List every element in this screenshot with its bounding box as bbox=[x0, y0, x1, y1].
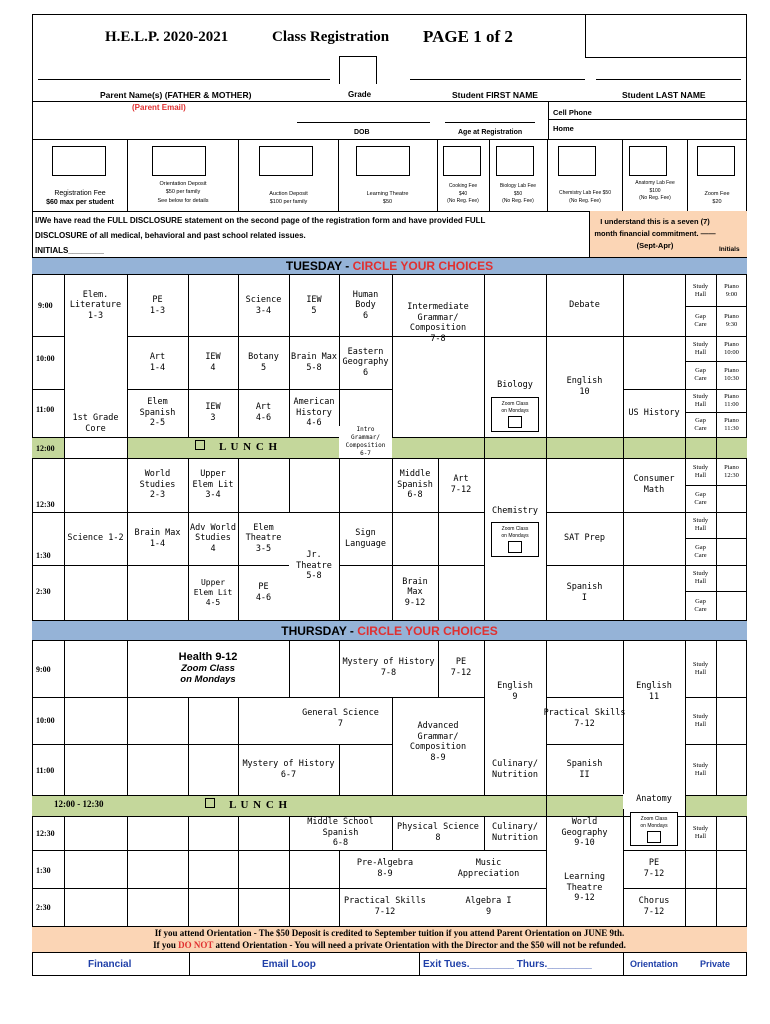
class-iew-4[interactable]: IEW 4 bbox=[205, 351, 221, 373]
class-physical-science[interactable]: Physical Science 8 bbox=[397, 822, 479, 843]
anatomy-fee-label: Anatomy Lab Fee $100 (No Reg. Fee) bbox=[635, 180, 675, 201]
class-upper-elem-lit-4-5[interactable]: Upper Elem Lit 4-5 bbox=[193, 577, 233, 607]
tue-side-left-3[interactable]: Gap Care bbox=[694, 367, 707, 382]
class-science-1-2[interactable]: Science 1-2 bbox=[67, 533, 124, 544]
commit-initials-label: Initials bbox=[719, 246, 740, 253]
dob-label: DOB bbox=[354, 129, 370, 136]
tue-side-left-7[interactable]: Gap Care bbox=[694, 490, 707, 506]
tue-side-right-0[interactable]: Piano 9:00 bbox=[724, 282, 739, 298]
tue-side-right-5[interactable]: Piano 11:30 bbox=[724, 416, 739, 432]
class-intermediate-grammar[interactable]: Intermediate Grammar/ Composition 7-8 bbox=[407, 302, 469, 344]
tue-side-left-5[interactable]: Gap Care bbox=[694, 416, 707, 432]
class-world-geography[interactable]: World Geography 9-10 bbox=[561, 817, 608, 849]
class-art-4-6[interactable]: Art 4-6 bbox=[255, 402, 272, 423]
biology-fee-label: Biology Lab Fee $50 (No Reg. Fee) bbox=[499, 183, 537, 204]
tue-time-1000: 10:00 bbox=[36, 354, 55, 363]
disclosure-text: I/We have read the FULL DISCLOSURE statement on the second page of the registration form and have provided FULL DISCLOSURE of all medical, behavioral and past school related issues. INITIALS________ bbox=[35, 213, 485, 258]
class-elem-literature[interactable]: Elem. Literature 1-3 bbox=[69, 289, 122, 321]
class-eastern-geography[interactable]: Eastern Geography 6 bbox=[342, 346, 389, 378]
tue-side-right-6[interactable]: Piano 12:30 bbox=[724, 463, 739, 479]
auction-deposit-label: Auction Deposit $100 per family bbox=[269, 191, 308, 206]
class-music-appreciation[interactable]: Music Appreciation bbox=[457, 858, 520, 879]
tue-time-900: 9:00 bbox=[38, 301, 53, 310]
class-sat-prep[interactable]: SAT Prep bbox=[564, 533, 605, 544]
class-1st-grade-core[interactable]: 1st Grade Core bbox=[72, 413, 119, 434]
class-english-10[interactable]: English 10 bbox=[566, 375, 603, 397]
tue-side-right-8[interactable] bbox=[716, 512, 747, 538]
tue-time-1100: 11:00 bbox=[36, 405, 55, 414]
class-pe-7-12-b[interactable]: PE 7-12 bbox=[643, 858, 665, 879]
class-brain-max-1-4[interactable]: Brain Max 1-4 bbox=[134, 527, 181, 549]
form-title: H.E.L.P. 2020-2021 bbox=[105, 29, 229, 45]
registration-fee-label: Registration Fee $60 max per student bbox=[46, 190, 114, 207]
class-english-9[interactable]: English 9 bbox=[497, 681, 533, 702]
tue-side-left-9[interactable]: Gap Care bbox=[694, 543, 707, 559]
thu-time-900: 9:00 bbox=[36, 665, 51, 674]
class-world-studies[interactable]: World Studies 2-3 bbox=[139, 469, 176, 501]
anatomy-zoom-box[interactable]: Zoom Class on Mondays bbox=[630, 812, 678, 846]
class-mystery-history-7-8[interactable]: Mystery of History 7-8 bbox=[342, 657, 435, 678]
thu-time-130: 1:30 bbox=[36, 866, 51, 875]
cooking-fee-label: Cooking Fee $40 (No Reg. Fee) bbox=[447, 183, 479, 204]
class-practical-skills-a[interactable]: Practical Skills 7-12 bbox=[543, 708, 626, 729]
tue-side-left-6[interactable]: Study Hall bbox=[692, 463, 709, 479]
class-iew-3[interactable]: IEW 3 bbox=[205, 402, 221, 423]
class-debate[interactable]: Debate bbox=[569, 300, 600, 311]
tue-side-left-1[interactable]: Gap Care bbox=[694, 313, 707, 328]
class-advanced-grammar[interactable]: Advanced Grammar/ Composition 8-9 bbox=[409, 721, 467, 763]
chemistry-zoom-box[interactable]: Zoom Class on Mondays bbox=[491, 522, 539, 557]
class-practical-skills-b[interactable]: Practical Skills 7-12 bbox=[344, 896, 426, 917]
tuesday-lunch-label: L U N C H bbox=[195, 440, 278, 453]
tue-side-right-9[interactable] bbox=[716, 538, 747, 565]
initials-field[interactable]: INITIALS________ bbox=[35, 246, 104, 255]
tue-side-left-10[interactable]: Study Hall bbox=[692, 570, 709, 585]
tue-side-right-11[interactable] bbox=[716, 591, 747, 620]
class-chemistry[interactable]: Chemistry bbox=[491, 506, 539, 516]
tue-side-left-11[interactable]: Gap Care bbox=[694, 597, 707, 613]
student-last-label: Student LAST NAME bbox=[622, 90, 706, 100]
class-general-science[interactable]: General Science 7 bbox=[302, 708, 379, 729]
thu-study-hall-900[interactable]: Study Hall bbox=[692, 661, 709, 676]
learning-theatre-label: Learning Theatre $50 bbox=[366, 191, 409, 206]
tue-time-1200: 12:00 bbox=[36, 444, 55, 453]
tue-side-right-4[interactable]: Piano 11:00 bbox=[724, 392, 739, 408]
class-elem-theatre[interactable]: Elem Theatre 3-5 bbox=[245, 522, 282, 554]
cell-phone-label: Cell Phone bbox=[553, 108, 592, 117]
class-learning-theatre[interactable]: Learning Theatre 9-12 bbox=[564, 872, 605, 904]
tue-side-right-3[interactable]: Piano 10:30 bbox=[724, 367, 739, 382]
class-health-9-12[interactable]: Health 9-12 Zoom Class on Mondays bbox=[178, 651, 238, 686]
financial-link[interactable]: Financial bbox=[88, 959, 132, 970]
class-pe-4-6[interactable]: PE 4-6 bbox=[255, 581, 272, 603]
class-art-7-12[interactable]: Art 7-12 bbox=[450, 474, 472, 495]
thu-time-1000: 10:00 bbox=[36, 716, 55, 725]
class-culinary-b[interactable]: Culinary/ Nutrition bbox=[491, 822, 539, 843]
class-intro-grammar[interactable]: Intro Grammar/ Composition 6-7 bbox=[339, 426, 392, 458]
student-first-label: Student FIRST NAME bbox=[452, 90, 538, 100]
class-us-history[interactable]: US History bbox=[628, 407, 680, 418]
class-sign-language[interactable]: Sign Language bbox=[345, 527, 386, 549]
thursday-header: THURSDAY - CIRCLE YOUR CHOICES bbox=[32, 620, 747, 641]
home-label: Home bbox=[553, 124, 574, 133]
tue-time-230: 2:30 bbox=[36, 587, 51, 596]
class-human-body[interactable]: Human Body 6 bbox=[352, 289, 379, 321]
zoom-fee-label: Zoom Fee $20 bbox=[704, 191, 730, 206]
age-label: Age at Registration bbox=[458, 129, 523, 136]
class-adv-world-studies[interactable]: Adv World Studies 4 bbox=[189, 522, 237, 554]
chemistry-fee-label: Chemistry Lab Fee $50 (No Reg. Fee) bbox=[559, 190, 611, 204]
thu-time-230: 2:30 bbox=[36, 903, 51, 912]
class-consumer-math[interactable]: Consumer Math bbox=[633, 474, 675, 495]
class-art-1-4[interactable]: Art 1-4 bbox=[149, 351, 166, 373]
thursday-lunch-time: 12:00 - 12:30 bbox=[54, 799, 104, 809]
class-culinary-a[interactable]: Culinary/ Nutrition bbox=[491, 758, 539, 780]
exit-field[interactable]: Exit Tues.________ Thurs.________ bbox=[423, 959, 592, 970]
class-pre-algebra[interactable]: Pre-Algebra 8-9 bbox=[356, 858, 414, 879]
thu-time-1100: 11:00 bbox=[36, 766, 55, 775]
private-option[interactable]: Private bbox=[700, 959, 731, 969]
class-elem-spanish[interactable]: Elem Spanish 2-5 bbox=[139, 397, 176, 429]
class-brain-max-5-8[interactable]: Brain Max 5-8 bbox=[290, 351, 338, 373]
class-botany[interactable]: Botany 5 bbox=[248, 351, 279, 373]
class-chorus[interactable]: Chorus 7-12 bbox=[638, 896, 670, 917]
class-middle-spanish[interactable]: Middle Spanish 6-8 bbox=[397, 469, 433, 501]
class-science-3-4[interactable]: Science 3-4 bbox=[245, 294, 282, 316]
class-algebra-1[interactable]: Algebra I 9 bbox=[465, 896, 512, 917]
tuesday-header: TUESDAY - CIRCLE YOUR CHOICES bbox=[32, 257, 747, 275]
orientation-note-2: If you DO NOT attend Orientation - You will need a private Orientation with the Director and the $50 will not be refunded. bbox=[153, 940, 626, 950]
class-mystery-history-6-7[interactable]: Mystery of History 6-7 bbox=[242, 758, 335, 780]
thursday-lunch-label: L U N C H bbox=[205, 798, 288, 811]
tue-side-left-2[interactable]: Study Hall bbox=[692, 340, 709, 356]
parent-email-label: (Parent Email) bbox=[132, 103, 186, 112]
class-english-11[interactable]: English 11 bbox=[636, 681, 672, 702]
class-jr-theatre[interactable]: Jr. Theatre 5-8 bbox=[296, 550, 332, 582]
orientation-option[interactable]: Orientation bbox=[630, 959, 679, 969]
class-registration-title: Class Registration bbox=[272, 29, 390, 45]
tue-side-left-8[interactable]: Study Hall bbox=[692, 517, 709, 532]
biology-zoom-box[interactable]: Zoom Class on Mondays bbox=[491, 397, 539, 432]
orientation-note-1: If you attend Orientation - The $50 Deposit is credited to September tuition if you attend Parent Orientation on JUNE 9th. bbox=[154, 928, 625, 938]
class-anatomy[interactable]: Anatomy bbox=[623, 794, 685, 809]
class-ms-spanish[interactable]: Middle School Spanish 6-8 bbox=[307, 817, 374, 849]
tue-side-left-0[interactable]: Study Hall bbox=[692, 282, 709, 298]
class-american-history[interactable]: American History 4-6 bbox=[293, 397, 335, 429]
parent-names-label: Parent Name(s) (FATHER & MOTHER) bbox=[100, 90, 252, 100]
class-biology[interactable]: Biology bbox=[497, 380, 533, 390]
tue-side-right-10[interactable] bbox=[716, 565, 747, 591]
tue-time-130: 1:30 bbox=[36, 551, 51, 560]
thu-time-1230: 12:30 bbox=[36, 829, 55, 838]
tue-side-right-1[interactable]: Piano 9:30 bbox=[724, 313, 739, 328]
thu-study-hall-1100[interactable]: Study Hall bbox=[692, 761, 709, 777]
thu-study-hall-1230[interactable]: Study Hall bbox=[692, 825, 709, 840]
class-pe-1-3[interactable]: PE 1-3 bbox=[149, 294, 166, 316]
tue-side-right-2[interactable]: Piano 10:00 bbox=[724, 340, 739, 356]
grade-label: Grade bbox=[348, 90, 372, 99]
commitment-box: I understand this is a seven (7) month financial commitment. —— (Sept-Apr) Initials bbox=[589, 211, 747, 257]
class-brain-max-9-12[interactable]: Brain Max 9-12 bbox=[402, 576, 428, 608]
tue-side-right-7[interactable] bbox=[716, 485, 747, 512]
class-spanish-1[interactable]: Spanish I bbox=[566, 581, 603, 603]
class-pe-7-12-a[interactable]: PE 7-12 bbox=[450, 657, 472, 678]
class-upper-elem-lit-3-4[interactable]: Upper Elem Lit 3-4 bbox=[192, 469, 234, 501]
tue-time-1230: 12:30 bbox=[36, 500, 55, 509]
thu-study-hall-1000[interactable]: Study Hall bbox=[692, 712, 709, 728]
orientation-deposit-label: Orientation Deposit $50 per family See below for details bbox=[157, 181, 209, 204]
email-loop-link[interactable]: Email Loop bbox=[262, 959, 316, 970]
class-iew-5[interactable]: IEW 5 bbox=[306, 294, 322, 316]
tue-side-left-4[interactable]: Study Hall bbox=[692, 392, 709, 408]
page-number: PAGE 1 of 2 bbox=[423, 27, 513, 46]
class-spanish-2[interactable]: Spanish II bbox=[566, 758, 603, 780]
